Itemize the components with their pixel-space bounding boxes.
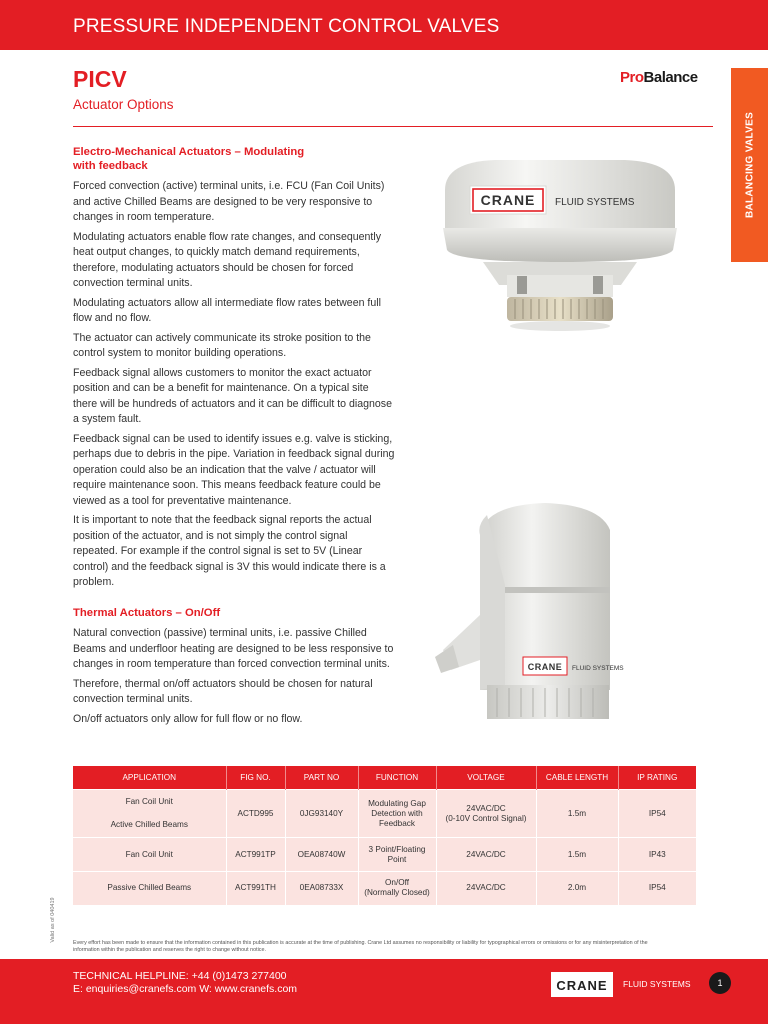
crane-logo: [551, 972, 613, 997]
cell-cable-length: 1.5m: [536, 838, 618, 872]
cell-part-no: OEA08740W: [285, 838, 358, 872]
actuator1-brand: CRANE: [480, 192, 536, 208]
modulating-actuator-image: [425, 150, 695, 360]
cell-application: Fan Coil Unit: [73, 838, 226, 872]
actuator1-fluid-systems: FLUID SYSTEMS: [555, 197, 635, 208]
paragraph: Therefore, thermal on/off actuators should be chosen for natural convection terminal units.: [73, 677, 373, 705]
paragraph: On/off actuators only allow for full flow or no flow.: [73, 712, 303, 725]
paragraph: It is important to note that the feedback signal reports the actual position of the actuator, and is not simply the control signal repeated. For example if the control signal is set to 5V (Linear control) and the feedback signal is 3V this would indicate there is a problem.: [73, 514, 386, 588]
technical-helpline: TECHNICAL HELPLINE: +44 (0)1473 277400: [73, 970, 287, 982]
cell-ip-rating: IP54: [618, 872, 696, 905]
cell-cable-length: 1.5m: [536, 790, 618, 838]
column-header: PART NO: [285, 766, 358, 790]
thermal-actuator-image: [425, 495, 665, 735]
cell-function: Modulating Gap Detection with Feedback: [358, 790, 436, 838]
cell-part-no: 0JG93140Y: [285, 790, 358, 838]
side-tab: [731, 68, 768, 262]
column-header: VOLTAGE: [436, 766, 536, 790]
paragraph: Modulating actuators allow all intermediate flow rates between full flow and no flow.: [73, 296, 381, 324]
logo-pro: Pro: [620, 69, 644, 86]
cell-fig-no: ACTD995: [226, 790, 285, 838]
page-number: 1: [709, 972, 731, 994]
cell-cable-length: 2.0m: [536, 872, 618, 905]
section-thermal: [73, 606, 395, 731]
table-row: [73, 838, 696, 872]
column-header: FUNCTION: [358, 766, 436, 790]
footer: [0, 959, 768, 1024]
side-tab-label: BALANCING VALVES: [744, 111, 755, 219]
paragraph: Modulating actuators enable flow rate changes, and consequently heat output changes, to quickly match demand requirements, therefore, modulating actuators should be chosen for forced convection terminal units.: [73, 230, 382, 289]
actuator2-fluid-systems: FLUID SYSTEMS: [572, 665, 624, 672]
cell-function: 3 Point/Floating Point: [358, 838, 436, 872]
cell-part-no: 0EA08733X: [285, 872, 358, 905]
table-header-row: [73, 766, 696, 790]
section-modulating: [73, 145, 395, 595]
column-header: CABLE LENGTH: [536, 766, 618, 790]
top-banner: [0, 0, 768, 50]
contact-line: E: enquiries@cranefs.com W: www.cranefs.com: [73, 983, 298, 995]
cell-ip-rating: IP43: [618, 838, 696, 872]
cell-voltage: [436, 790, 536, 838]
table-row: [73, 872, 696, 905]
paragraph: Forced convection (active) terminal units, i.e. FCU (Fan Coil Units) and active Chilled Beams are designed to be very responsive to changes in room temperature.: [73, 180, 385, 223]
cell-fig-no: ACT991TP: [226, 838, 285, 872]
cell-voltage: 24VAC/DC: [436, 838, 536, 872]
fluid-systems-label: FLUID SYSTEMS: [623, 979, 691, 989]
cell-ip-rating: IP54: [618, 790, 696, 838]
header-divider: [73, 126, 713, 127]
section1-heading-line1: Electro-Mechanical Actuators – Modulating: [73, 146, 305, 158]
table-row: [73, 790, 696, 814]
page-title: PICV: [73, 66, 127, 92]
disclaimer: Every effort has been made to ensure that the information contained in this publication is accurate at the time of publishing. Crane Ltd assumes no responsibility or liability for typographical errors or omissions or for any misinterpretation of the information within the publication and reserves the right to change without notice.: [73, 940, 648, 953]
paragraph: Natural convection (passive) terminal units, i.e. passive Chilled Beams and underfloor heating are designed to be less responsive to changes in room temperature than forced convection terminal units.: [73, 627, 394, 670]
cell-voltage: 24VAC/DC: [436, 872, 536, 905]
column-header: IP RATING: [618, 766, 696, 790]
paragraph: Feedback signal allows customers to monitor the exact actuator position and can be a benefit for maintenance. On a typical site there will be hundreds of actuators and it can be difficult to diagnose a system fault.: [73, 366, 392, 425]
cell-function-line2: (Normally Closed): [364, 888, 430, 898]
cell-application: Fan Coil Unit: [73, 790, 226, 814]
valid-date-note: Valid as of 040419: [50, 897, 56, 943]
page-subtitle: Actuator Options: [73, 97, 174, 112]
section1-heading: [73, 145, 395, 173]
logo-balance: Balance: [643, 69, 698, 86]
banner-title: PRESSURE INDEPENDENT CONTROL VALVES: [73, 16, 500, 37]
cell-voltage-line2: (0-10V Control Signal): [445, 813, 527, 823]
actuator-spec-table: [73, 766, 696, 905]
column-header: FIG NO.: [226, 766, 285, 790]
cell-fig-no: ACT991TH: [226, 872, 285, 905]
paragraph: Feedback signal can be used to identify issues e.g. valve is sticking, perhaps due to debris in the pipe. Variation in feedback signal during operation could also be an indication that the valve / actuator will require maintenance soon. This means feedback feature could be viewed as a tool for preventative maintenance.: [73, 432, 395, 507]
actuator2-brand: CRANE: [527, 662, 563, 672]
cell-voltage-line1: 24VAC/DC: [466, 803, 506, 813]
cell-function: [358, 872, 436, 905]
cell-function-line1: On/Off: [385, 878, 409, 888]
probalance-logo: [620, 69, 698, 86]
section2-heading: Thermal Actuators – On/Off: [73, 607, 221, 619]
section1-heading-line2: with feedback: [73, 160, 148, 172]
cell-application: Active Chilled Beams: [73, 814, 226, 838]
paragraph: The actuator can actively communicate its stroke position to the control system to monitor building operations.: [73, 331, 371, 359]
cell-application: Passive Chilled Beams: [73, 872, 226, 905]
crane-logo-text: CRANE: [556, 978, 608, 993]
column-header: APPLICATION: [73, 766, 226, 790]
